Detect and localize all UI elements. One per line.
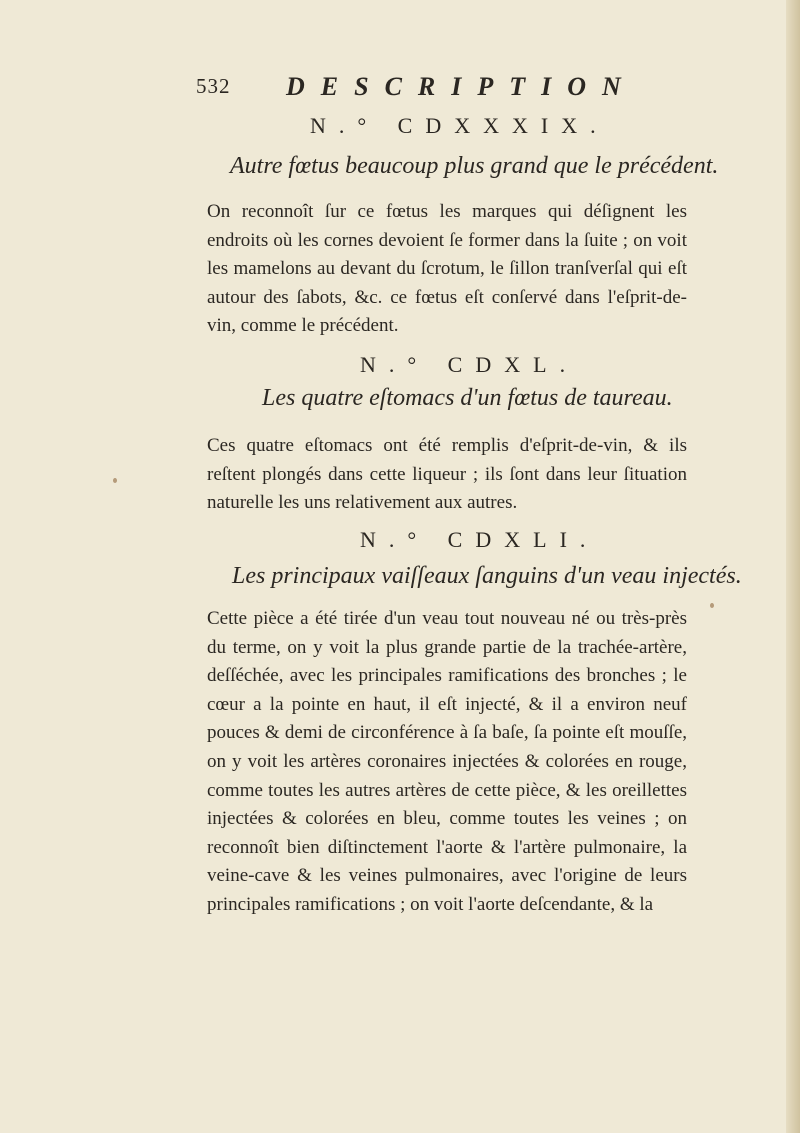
entry-text: On reconnoît ſur ce fœtus les marques qui déſignent les endroits où les cornes devoient ſe former dans la ſuite ; on voit les mamelons au devant du ſcrotum, le ſillon tranſverſal qui eſt autour des ſabots, &c. ce fœtus eſt conſervé dans l'eſprit-de-vin, comme le précédent. [207, 201, 687, 337]
entry-title: Les quatre eſtomacs d'un fœtus de taureau. [262, 385, 673, 411]
entry-number: N.° CDXLI. [360, 527, 599, 552]
running-title: DESCRIPTION [286, 72, 637, 101]
entry-text: Ces quatre eſtomacs ont été remplis d'eſprit-de-vin, & ils reſtent plongés dans cette liqueur ; ils ſont dans leur ſituation naturelle les uns relativement aux autres. [207, 435, 687, 514]
entry-text: Cette pièce a été tirée d'un veau tout nouveau né ou très-près du terme, on y voit la plus grande partie de la trachée-artère, deſſéchée, avec les principales ramifications des bronches ; le cœur a la pointe en haut, il eſt injecté, & il a environ neuf pouces & demi de circonférence à ſa baſe, ſa pointe eſt mouſſe, on y voit les artères coronaires injectées & colorées en rouge, comme toutes les autres artères de cette pièce, & les oreillettes injectées & colorées en bleu, comme toutes les veines ; on reconnoît bien diſtinctement l'aorte & l'artère pulmonaire, la veine-cave & les veines pulmonaires, avec l'origine de leurs principales ramifications ; on voit l'aorte deſcendante, & la [207, 608, 687, 915]
ink-speck [710, 603, 714, 608]
page-header [196, 72, 637, 108]
entry-number: N.° CDXL. [360, 352, 579, 377]
entry-title: Les principaux vaiſſeaux ſanguins d'un veau injectés. [232, 563, 742, 589]
page-number: 532 [196, 74, 231, 98]
ink-speck [113, 478, 117, 483]
entry-title: Autre fœtus beaucoup plus grand que le précédent. [230, 153, 719, 179]
page-edge [786, 0, 800, 1133]
entry-number: N.° CDXXXIX. [310, 113, 609, 138]
